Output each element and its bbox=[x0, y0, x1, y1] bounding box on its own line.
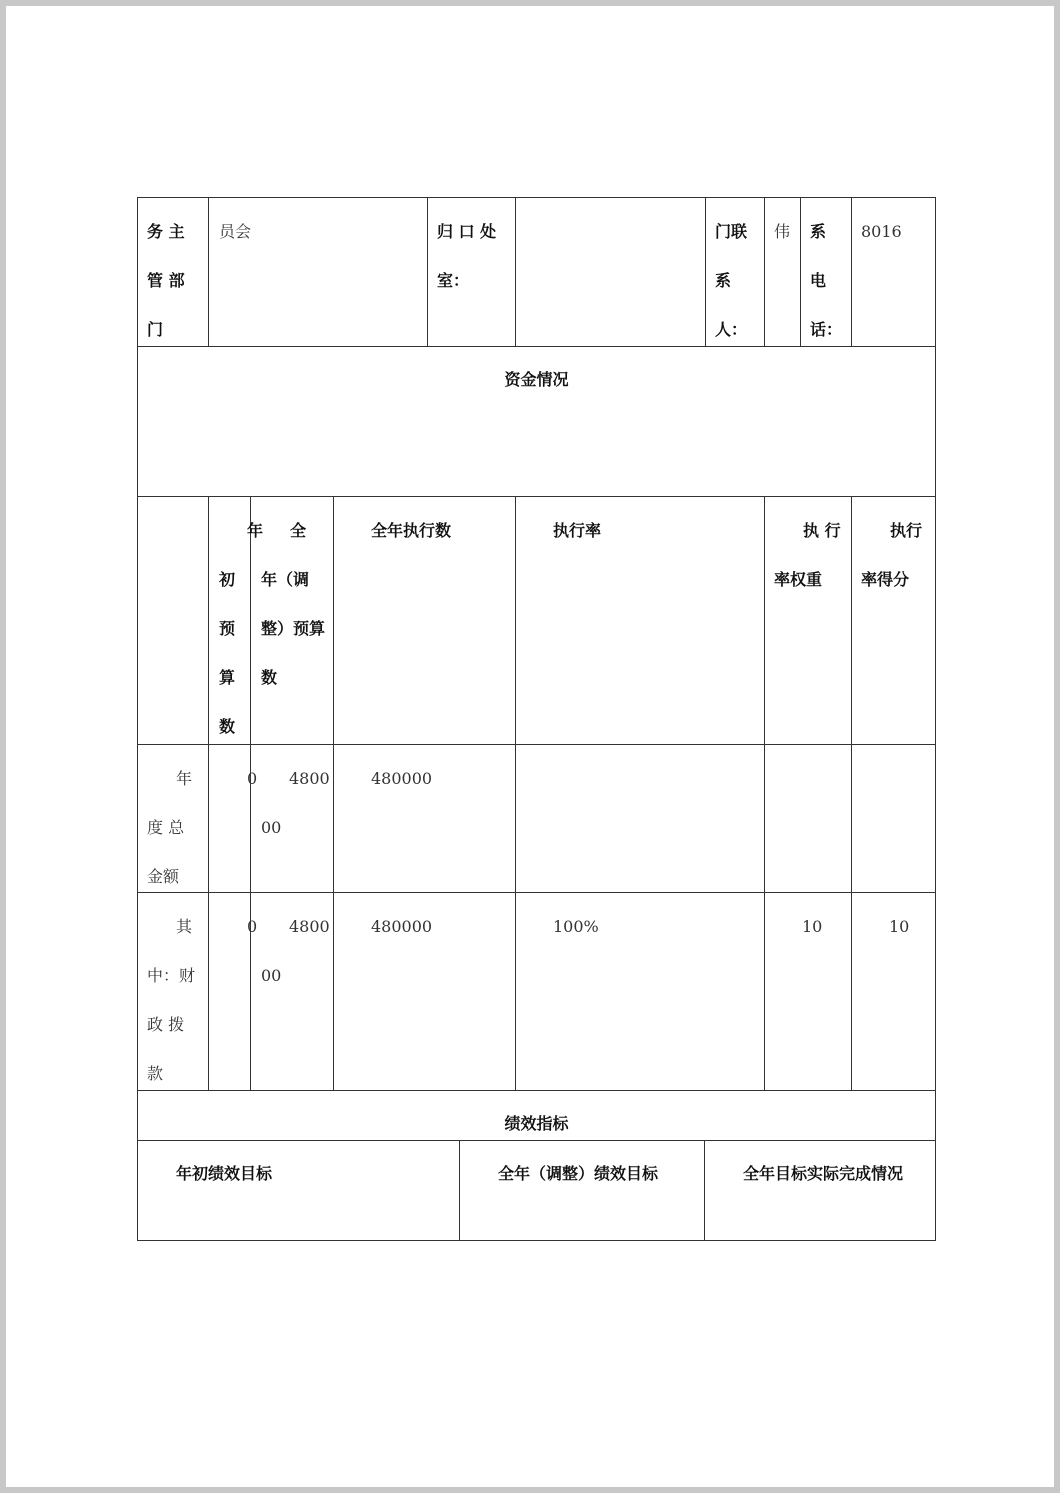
office-label: 归 口 处 bbox=[437, 222, 497, 241]
col-divider bbox=[333, 496, 334, 1091]
table-right-border bbox=[935, 197, 936, 1241]
row-divider bbox=[137, 744, 936, 745]
phone-label: 系 bbox=[810, 222, 827, 241]
initial-budget-value: 0 bbox=[247, 769, 258, 788]
row-divider bbox=[137, 496, 936, 497]
performance-section-title: 绩效指标 bbox=[504, 1114, 569, 1133]
performance-table bbox=[137, 197, 936, 1241]
phone-label: 话： bbox=[810, 320, 843, 339]
contact-label: 门联 bbox=[715, 222, 748, 241]
row-divider bbox=[137, 892, 936, 893]
col-header-adjusted-budget: 全 年（调 整）预算 数 bbox=[261, 521, 326, 687]
office-label: 室： bbox=[437, 271, 470, 290]
executed-value: 480000 bbox=[371, 769, 433, 788]
initial-budget-value: 0 bbox=[247, 917, 258, 936]
col-divider bbox=[800, 197, 801, 347]
rate-value: 100% bbox=[553, 917, 599, 936]
col-divider bbox=[515, 496, 516, 1091]
executed-value: 480000 bbox=[371, 917, 433, 936]
col-divider bbox=[764, 197, 765, 347]
col-header-initial-goal: 年初绩效目标 bbox=[176, 1164, 273, 1183]
col-divider bbox=[704, 1140, 705, 1241]
col-header-actual-completion: 全年目标实际完成情况 bbox=[743, 1164, 904, 1183]
table-bottom-border bbox=[137, 1240, 936, 1241]
col-divider bbox=[208, 197, 209, 347]
col-divider bbox=[459, 1140, 460, 1241]
table-top-border bbox=[137, 197, 936, 198]
col-divider bbox=[427, 197, 428, 347]
col-divider bbox=[515, 197, 516, 347]
row-divider bbox=[137, 1090, 936, 1091]
col-header-initial-budget: 年 初 预 算 数 bbox=[219, 521, 264, 736]
col-header-rate: 执行率 bbox=[553, 521, 602, 540]
contact-label: 系 bbox=[715, 271, 732, 290]
document-page bbox=[6, 6, 1054, 1487]
adjusted-budget-value: 4800 00 bbox=[261, 917, 330, 985]
dept-label: 务 主 bbox=[147, 222, 185, 241]
dept-label: 门 bbox=[147, 320, 164, 339]
score-value: 10 bbox=[889, 917, 910, 936]
weight-value: 10 bbox=[802, 917, 823, 936]
adjusted-budget-value: 4800 00 bbox=[261, 769, 330, 837]
contact-value: 伟 bbox=[774, 222, 791, 241]
col-divider bbox=[705, 197, 706, 347]
phone-value: 8016 bbox=[861, 222, 902, 241]
col-divider bbox=[764, 496, 765, 1091]
col-header-weight: 执 行 率权重 bbox=[774, 521, 841, 589]
col-divider bbox=[851, 197, 852, 347]
contact-label: 人： bbox=[715, 320, 748, 339]
row-label: 年 度 总 金额 bbox=[147, 769, 193, 886]
row-label: 其 中：财 政 拨 款 bbox=[147, 917, 196, 1083]
col-header-score: 执行 率得分 bbox=[861, 521, 923, 589]
col-header-adjusted-goal: 全年（调整）绩效目标 bbox=[498, 1164, 659, 1183]
funds-section-title: 资金情况 bbox=[504, 370, 569, 389]
col-divider bbox=[851, 496, 852, 1091]
col-header-executed: 全年执行数 bbox=[371, 521, 452, 540]
table-left-border bbox=[137, 197, 138, 1241]
phone-label: 电 bbox=[810, 271, 827, 290]
dept-value: 员会 bbox=[219, 222, 252, 241]
dept-label: 管 部 bbox=[147, 271, 185, 290]
